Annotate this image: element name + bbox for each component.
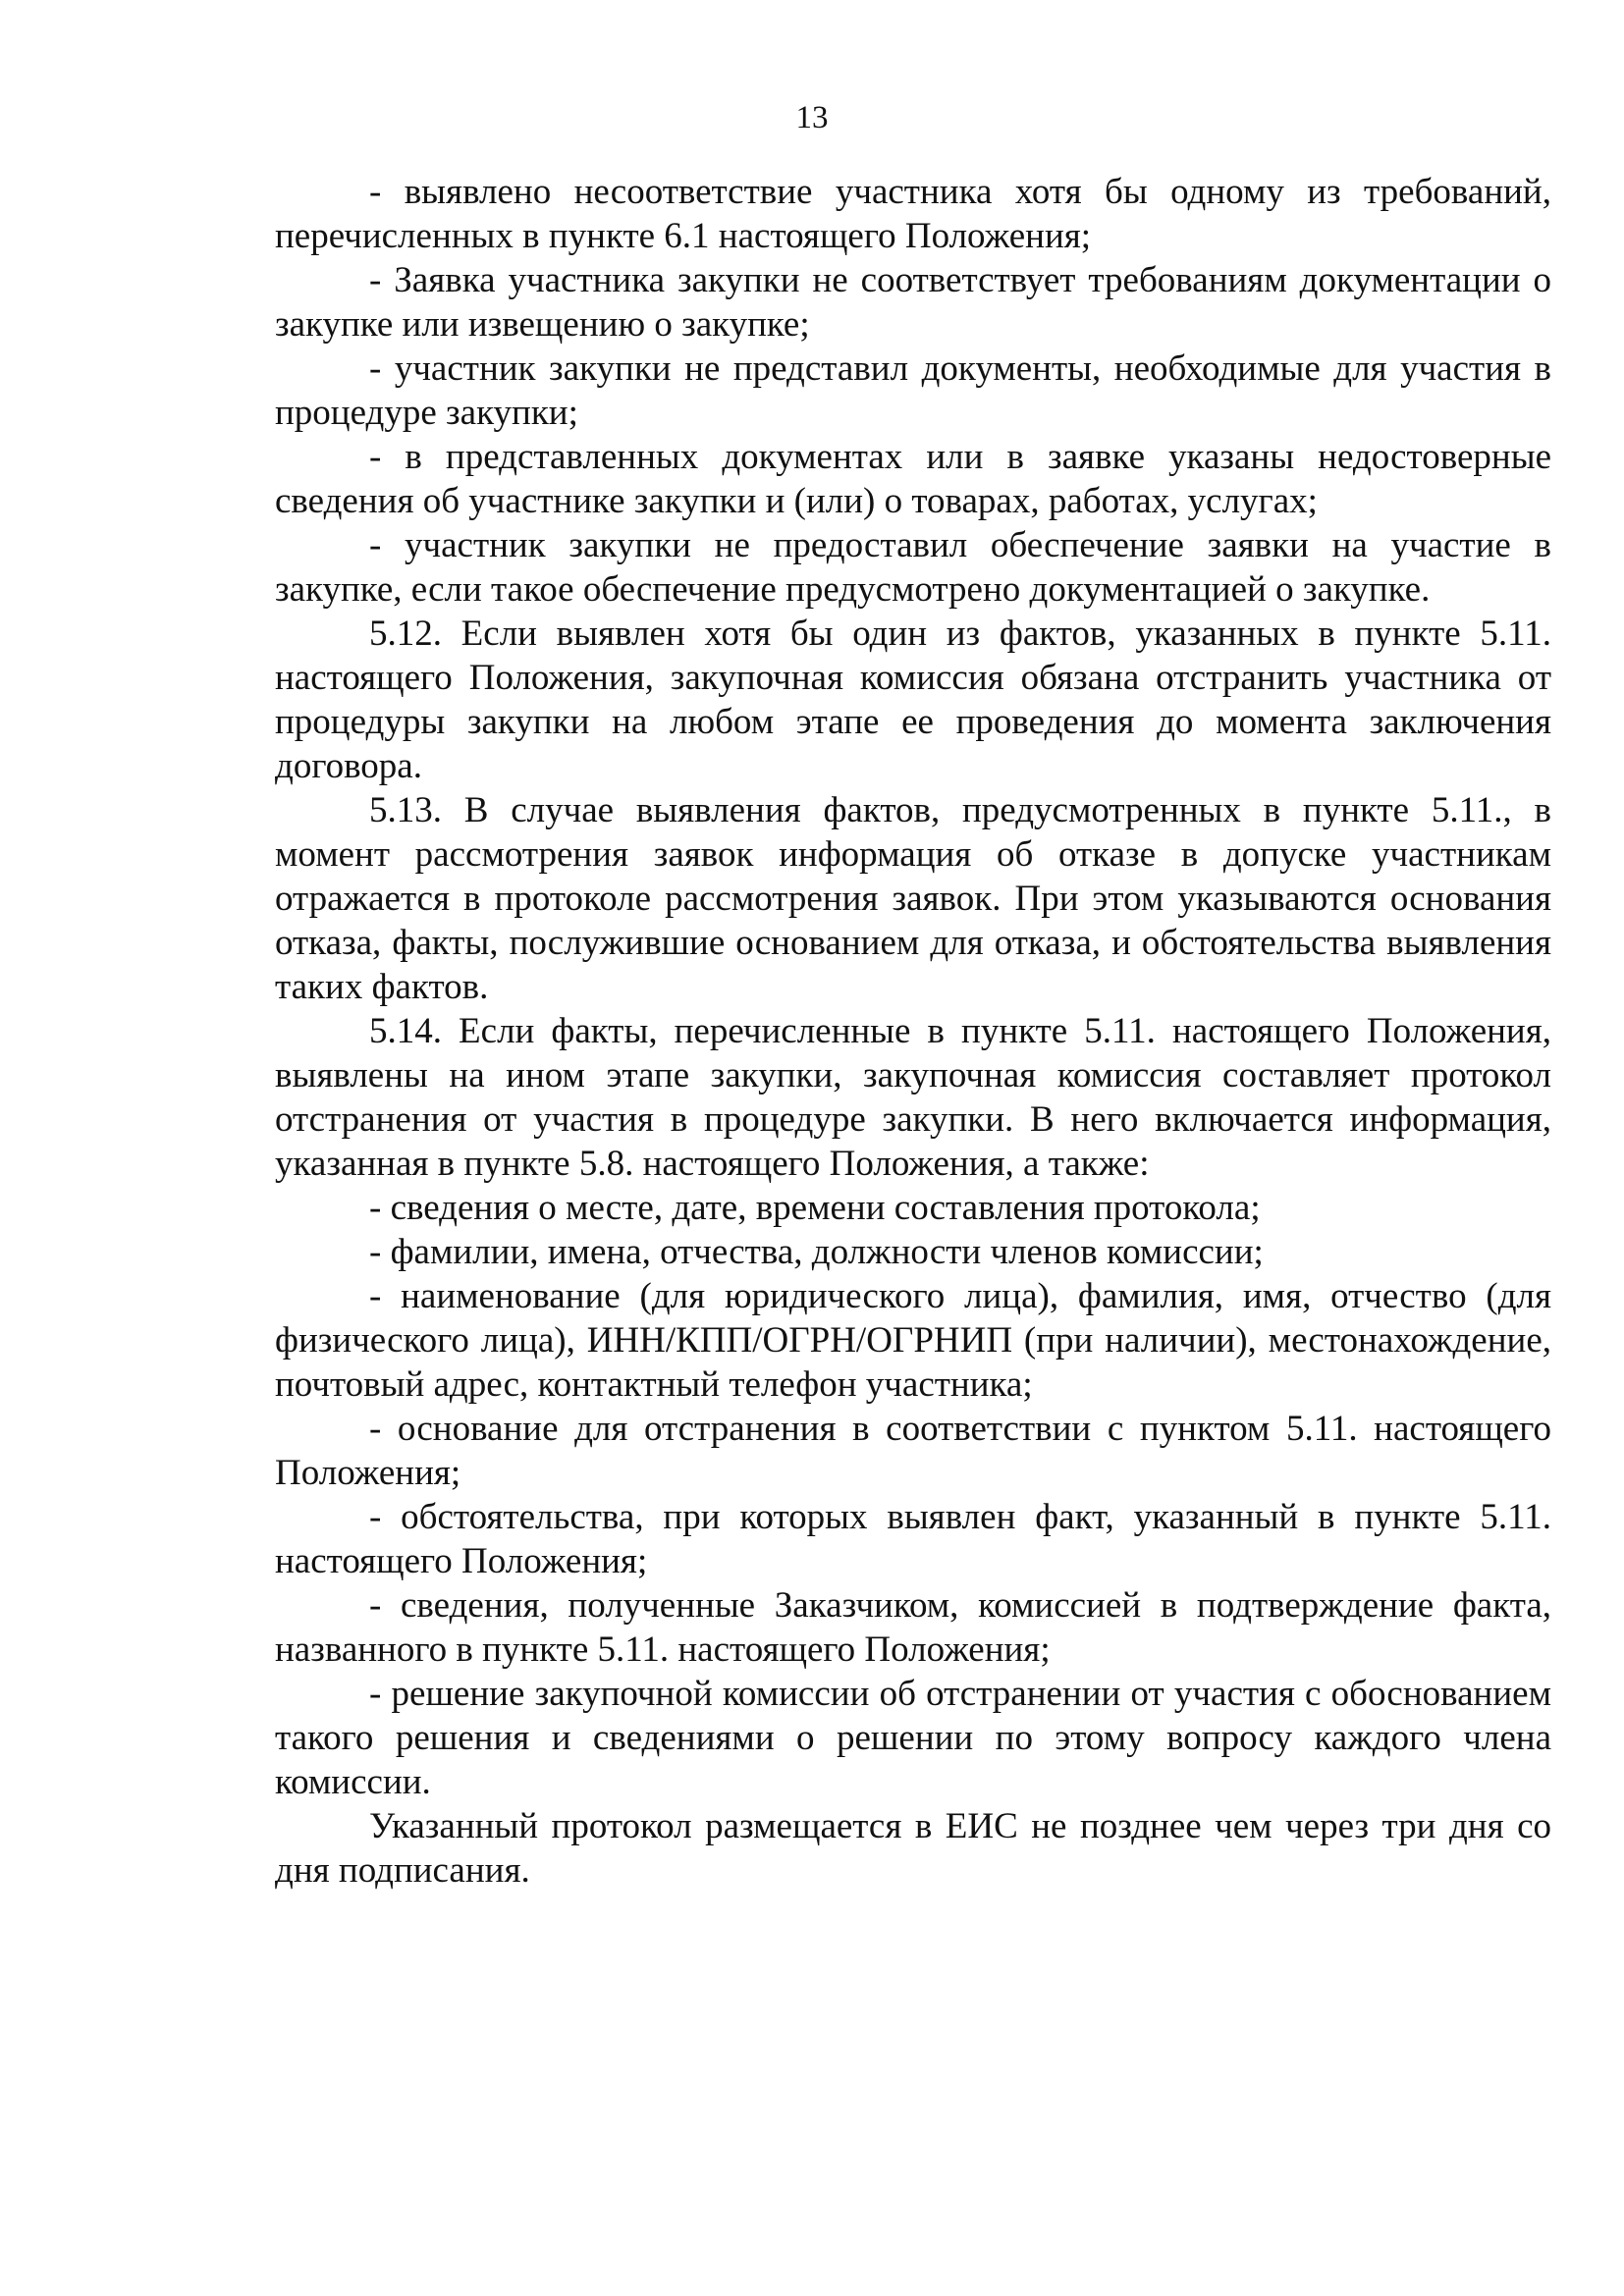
bullet-confirming-information: - сведения, полученные Заказчиком, комиссией в подтверждение факта, названного в пункте 5.11. настоящего Положения; [275,1585,1551,1670]
bullet-participant-details: - наименование (для юридического лица), фамилия, имя, отчество (для физического лица), ИНН/КПП/ОГРН/ОГРНИП (при наличии), местонахождение, почтовый адрес, контактный телефон участника; [275,1276,1551,1405]
clause-5-14: 5.14. Если факты, перечисленные в пункте 5.11. настоящего Положения, выявлены на ином этапе закупки, закупочная комиссия составляет протокол отстранения от участия в процедуре закупки. В него включается информация, указанная в пункте 5.8. настоящего Положения, а также: [275,1011,1551,1184]
bullet-removal-basis: - основание для отстранения в соответствии с пунктом 5.11. настоящего Положения; [275,1409,1551,1493]
bullet-commission-decision: - решение закупочной комиссии об отстранении от участия с обоснованием такого решения и сведениями о решении по этому вопросу каждого члена комиссии. [275,1674,1551,1802]
bullet-missing-documents: - участник закупки не представил документы, необходимые для участия в процедуре закупки; [275,348,1551,433]
bullet-no-security-deposit: - участник закупки не предоставил обеспечение заявки на участие в закупке, если такое обеспечение предусмотрено документацией о закупке. [275,525,1551,610]
clause-5-13: 5.13. В случае выявления фактов, предусмотренных в пункте 5.11., в момент рассмотрения заявок информация об отказе в допуске участникам отражается в протоколе рассмотрения заявок. При этом указываются основания отказа, факты, послужившие основанием для отказа, и обстоятельства выявления таких фактов. [275,790,1551,1007]
bullet-requirements-mismatch: - выявлено несоответствие участника хотя бы одному из требований, перечисленных в пункте 6.1 настоящего Положения; [275,172,1551,256]
bullet-false-information: - в представленных документах или в заявке указаны недостоверные сведения об участнике закупки и (или) о товарах, работах, услугах; [275,437,1551,521]
bullet-protocol-place-date: - сведения о месте, дате, времени составления протокола; [369,1188,1261,1228]
bullet-commission-members: - фамилии, имена, отчества, должности членов комиссии; [369,1232,1264,1272]
clause-5-12: 5.12. Если выявлен хотя бы один из фактов, указанных в пункте 5.11. настоящего Положения, закупочная комиссия обязана отстранить участника от процедуры закупки на любом этапе ее проведения до момента заключения договора. [275,614,1551,786]
bullet-circumstances: - обстоятельства, при которых выявлен факт, указанный в пункте 5.11. настоящего Положения; [275,1497,1551,1581]
page-number: 13 [795,100,829,135]
document-body [275,170,1551,1893]
closing-paragraph: Указанный протокол размещается в ЕИС не позднее чем через три дня со дня подписания. [275,1806,1551,1891]
bullet-application-nonconformity: - Заявка участника закупки не соответствует требованиям документации о закупке или извещению о закупке; [275,260,1551,345]
